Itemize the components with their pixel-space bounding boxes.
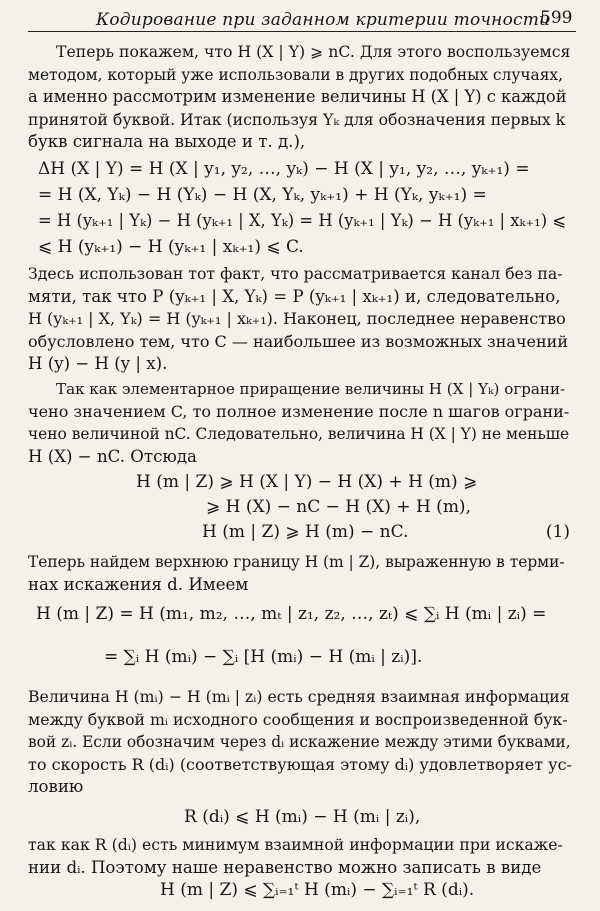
text-line: Теперь найдем верхнюю границу H (m | Z), выраженную в терми- [28,553,565,571]
equation-upper-line: H (m | Z) = H (m₁, m₂, …, mₜ | z₁, z₂, …, zₜ) ⩽ ∑ᵢ H (mᵢ | zᵢ) = [36,604,547,624]
text-line: мяти, так что P (yₖ₊₁ | X, Yₖ) = P (yₖ₊₁ | xₖ₊₁) и, следовательно, [28,286,561,306]
equation-rate: R (dᵢ) ⩽ H (mᵢ) − H (mᵢ | zᵢ), [184,807,421,827]
paragraph-mutual-info [28,686,572,799]
text-line: так как R (dᵢ) есть минимум взаимной информации при искаже- [28,835,563,854]
text-line: Так как элементарное приращение величины H (X | Yₖ) ограни- [56,380,566,398]
text-line: Здесь использован тот факт, что рассматривается канал без па- [28,264,563,283]
equation-upper-line: = ∑ᵢ H (mᵢ) − ∑ᵢ [H (mᵢ) − H (mᵢ | zᵢ)]. [104,647,423,667]
text-line: нах искажения d. Имеем [28,574,249,594]
equation-delta-line: = H (X, Yₖ) − H (Yₖ) − H (X, Yₖ, yₖ₊₁) + H (Yₖ, yₖ₊₁) = [38,185,487,205]
equation-delta-line: ΔH (X | Y) = H (X | y₁, y₂, …, yₖ) − H (X | y₁, y₂, …, yₖ₊₁) = [38,159,530,179]
equation-delta-line: ⩽ H (yₖ₊₁) − H (yₖ₊₁ | xₖ₊₁) ⩽ C. [38,237,304,257]
text-line: H (y) − H (y | x). [28,354,168,374]
text-line: чено значением C, то полное изменение после n шагов ограни- [28,401,570,421]
equation-bound-line: H (m | Z) ⩾ H (m) − nC. [202,522,409,542]
paragraph-rate-minimum [28,834,572,879]
equation-delta-line: = H (yₖ₊₁ | Yₖ) − H (yₖ₊₁ | X, Yₖ) = H (yₖ₊₁ | Yₖ) − H (yₖ₊₁ | xₖ₊₁) ⩽ [38,211,567,230]
text-line: а именно рассмотрим изменение величины H (X | Y) с каждой [28,87,567,107]
running-header: Кодирование при заданном критерии точности [96,10,551,30]
equation-bound-line: H (m | Z) ⩾ H (X | Y) − H (X) + H (m) ⩾ [136,472,478,492]
equation-final: H (m | Z) ⩽ ∑ᵢ₌₁ᵗ H (mᵢ) − ∑ᵢ₌₁ᵗ R (dᵢ). [160,880,475,900]
header-rule [28,31,576,32]
text-line: H (yₖ₊₁ | X, Yₖ) = H (yₖ₊₁ | xₖ₊₁). Наконец, последнее неравенство [28,309,566,329]
text-line: букв сигнала на выходе и т. д.), [28,132,306,152]
text-line: обусловлено тем, что C — наибольшее из возможных значений [28,331,568,351]
text-line: между буквой mᵢ исходного сообщения и воспроизведенной бук- [28,709,568,729]
paragraph-upper-bound [28,551,572,596]
equation-number: (1) [545,522,570,542]
text-line: Величина H (mᵢ) − H (mᵢ | zᵢ) есть средняя взаимная информация [28,687,570,706]
paragraph-increment [28,378,572,468]
equation-bound-line: ⩾ H (X) − nC − H (X) + H (m), [206,497,471,517]
paragraph-memoryless [28,263,572,376]
text-line: нии dᵢ. Поэтому наше неравенство можно записать в виде [28,857,542,877]
page-number: 599 [540,8,573,28]
text-line: то скорость R (dᵢ) (соответствующая этому dᵢ) удовлетворяет ус- [28,754,572,774]
text-line: методом, который уже использовали в других подобных случаях, [28,65,564,84]
paragraph-intro [28,41,572,154]
text-line: чено величиной nC. Следовательно, величина H (X | Y) не меньше [28,425,570,444]
text-line: ловию [28,777,84,797]
text-line: H (X) − nC. Отсюда [28,446,197,466]
text-line: Теперь покажем, что H (X | Y) ⩾ nC. Для этого воспользуемся [56,42,571,61]
text-line: принятой буквой. Итак (используя Yₖ для обозначения первых k [28,109,566,129]
text-line: вой zᵢ. Если обозначим через dᵢ искажение между этими буквами, [28,733,571,752]
